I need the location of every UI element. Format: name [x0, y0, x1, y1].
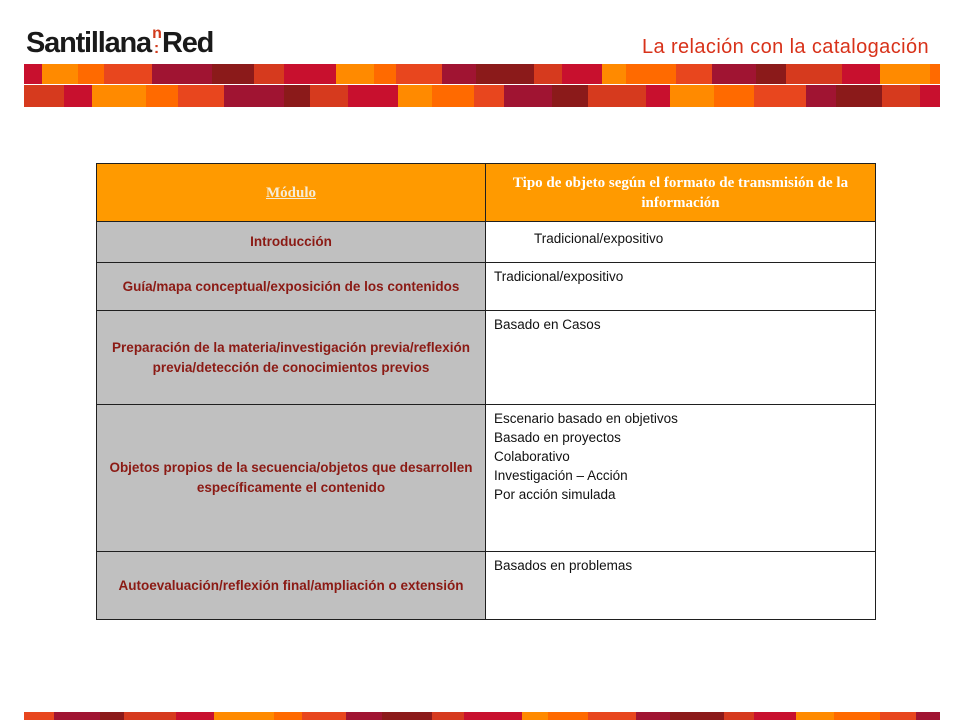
band-tile	[806, 85, 836, 107]
row-type-cell	[486, 311, 876, 405]
color-band-graphic-bottom	[24, 712, 940, 720]
slide-title: La relación con la catalogación	[641, 36, 929, 58]
band-tile	[670, 85, 714, 107]
header-modulo	[97, 164, 486, 222]
type-item: Basado en proyectos	[494, 430, 621, 445]
band-tile	[78, 64, 104, 84]
band-tile	[796, 712, 834, 720]
band-tile	[336, 64, 374, 84]
band-tile	[24, 85, 64, 107]
row-type-cell	[486, 263, 876, 311]
color-band-graphic	[24, 64, 940, 107]
table-row	[97, 222, 876, 263]
row-type-cell	[486, 552, 876, 620]
band-tile	[882, 85, 920, 107]
santillana-red-logo	[26, 26, 213, 60]
row-module-cell: Introducción	[97, 222, 486, 263]
table-header-row	[97, 164, 876, 222]
band-tile	[54, 712, 100, 720]
row-module-cell: Objetos propios de la secuencia/objetos que desarrollen específicamente el contenido	[97, 405, 486, 552]
band-tile	[214, 712, 274, 720]
type-item: Basados en problemas	[494, 558, 633, 573]
row-type-cell	[486, 222, 876, 263]
band-tile	[548, 712, 588, 720]
decorative-color-band-top	[24, 64, 940, 107]
band-tile	[152, 64, 212, 84]
band-tile	[274, 712, 302, 720]
catalog-table	[96, 163, 876, 620]
band-tile	[676, 64, 712, 84]
band-tile	[302, 712, 346, 720]
band-tile	[920, 85, 940, 107]
header-modulo-label: Módulo	[265, 184, 316, 201]
band-tile	[284, 64, 336, 84]
band-tile	[398, 85, 432, 107]
band-tile	[224, 85, 284, 107]
band-tile	[310, 85, 348, 107]
type-item: Tradicional/expositivo	[494, 269, 624, 284]
band-tile	[476, 64, 534, 84]
band-tile	[474, 85, 504, 107]
logo-text-santillana: Santillana	[26, 27, 151, 59]
band-tile	[786, 64, 842, 84]
band-tile	[588, 712, 636, 720]
band-tile	[754, 712, 796, 720]
band-tile	[834, 712, 880, 720]
band-tile	[916, 712, 940, 720]
type-item: Escenario basado en objetivos	[494, 411, 678, 426]
table-row	[97, 552, 876, 620]
decorative-color-band-bottom	[24, 712, 940, 720]
band-tile	[562, 64, 602, 84]
band-tile	[396, 64, 442, 84]
band-tile	[176, 712, 214, 720]
band-tile	[602, 64, 626, 84]
band-tile	[714, 85, 754, 107]
band-tile	[626, 64, 676, 84]
band-tile	[284, 85, 310, 107]
table-row	[97, 311, 876, 405]
band-tile	[64, 85, 92, 107]
band-tile	[712, 64, 756, 84]
table-row	[97, 405, 876, 552]
band-tile	[124, 712, 176, 720]
type-item: Colaborativo	[494, 449, 570, 464]
band-tile	[534, 64, 562, 84]
header-tipo-label: Tipo de objeto según el formato de transmisión de la información	[512, 174, 849, 211]
band-tile	[836, 85, 882, 107]
band-tile	[382, 712, 432, 720]
band-tile	[756, 64, 786, 84]
band-tile	[670, 712, 724, 720]
header-tipo	[486, 164, 876, 222]
band-tile	[104, 64, 152, 84]
band-tile	[552, 85, 588, 107]
row-module-cell: Preparación de la materia/investigación previa/reflexión previa/detección de conocimientos previos	[97, 311, 486, 405]
band-tile	[92, 85, 146, 107]
band-tile	[724, 712, 754, 720]
type-item: Tradicional/expositivo	[534, 231, 664, 246]
band-tile	[100, 712, 124, 720]
band-tile	[504, 85, 552, 107]
band-tile	[432, 85, 474, 107]
band-tile	[646, 85, 670, 107]
band-tile	[842, 64, 880, 84]
band-tile	[880, 712, 916, 720]
band-tile	[522, 712, 548, 720]
logo-colon: :	[153, 40, 160, 57]
type-item: Investigación – Acción	[494, 468, 628, 483]
band-tile	[24, 64, 42, 84]
band-tile	[24, 712, 54, 720]
type-item: Basado en Casos	[494, 317, 601, 332]
band-tile	[346, 712, 382, 720]
band-tile	[178, 85, 224, 107]
band-tile	[432, 712, 464, 720]
logo-text-red: Red	[162, 27, 214, 59]
logo-superscript-n: n	[152, 25, 162, 42]
row-module-cell: Autoevaluación/reflexión final/ampliación o extensión	[97, 552, 486, 620]
band-tile	[588, 85, 646, 107]
band-tile	[464, 712, 522, 720]
band-tile	[930, 64, 940, 84]
band-tile	[374, 64, 396, 84]
band-tile	[348, 85, 398, 107]
band-tile	[146, 85, 178, 107]
type-item: Por acción simulada	[494, 487, 616, 502]
band-tile	[42, 64, 78, 84]
band-tile	[636, 712, 670, 720]
band-tile	[442, 64, 476, 84]
row-type-cell	[486, 405, 876, 552]
logo-connector	[151, 25, 162, 57]
band-tile	[754, 85, 806, 107]
band-tile	[254, 64, 284, 84]
table-row	[97, 263, 876, 311]
band-tile	[212, 64, 254, 84]
row-module-cell: Guía/mapa conceptual/exposición de los contenidos	[97, 263, 486, 311]
band-tile	[880, 64, 930, 84]
